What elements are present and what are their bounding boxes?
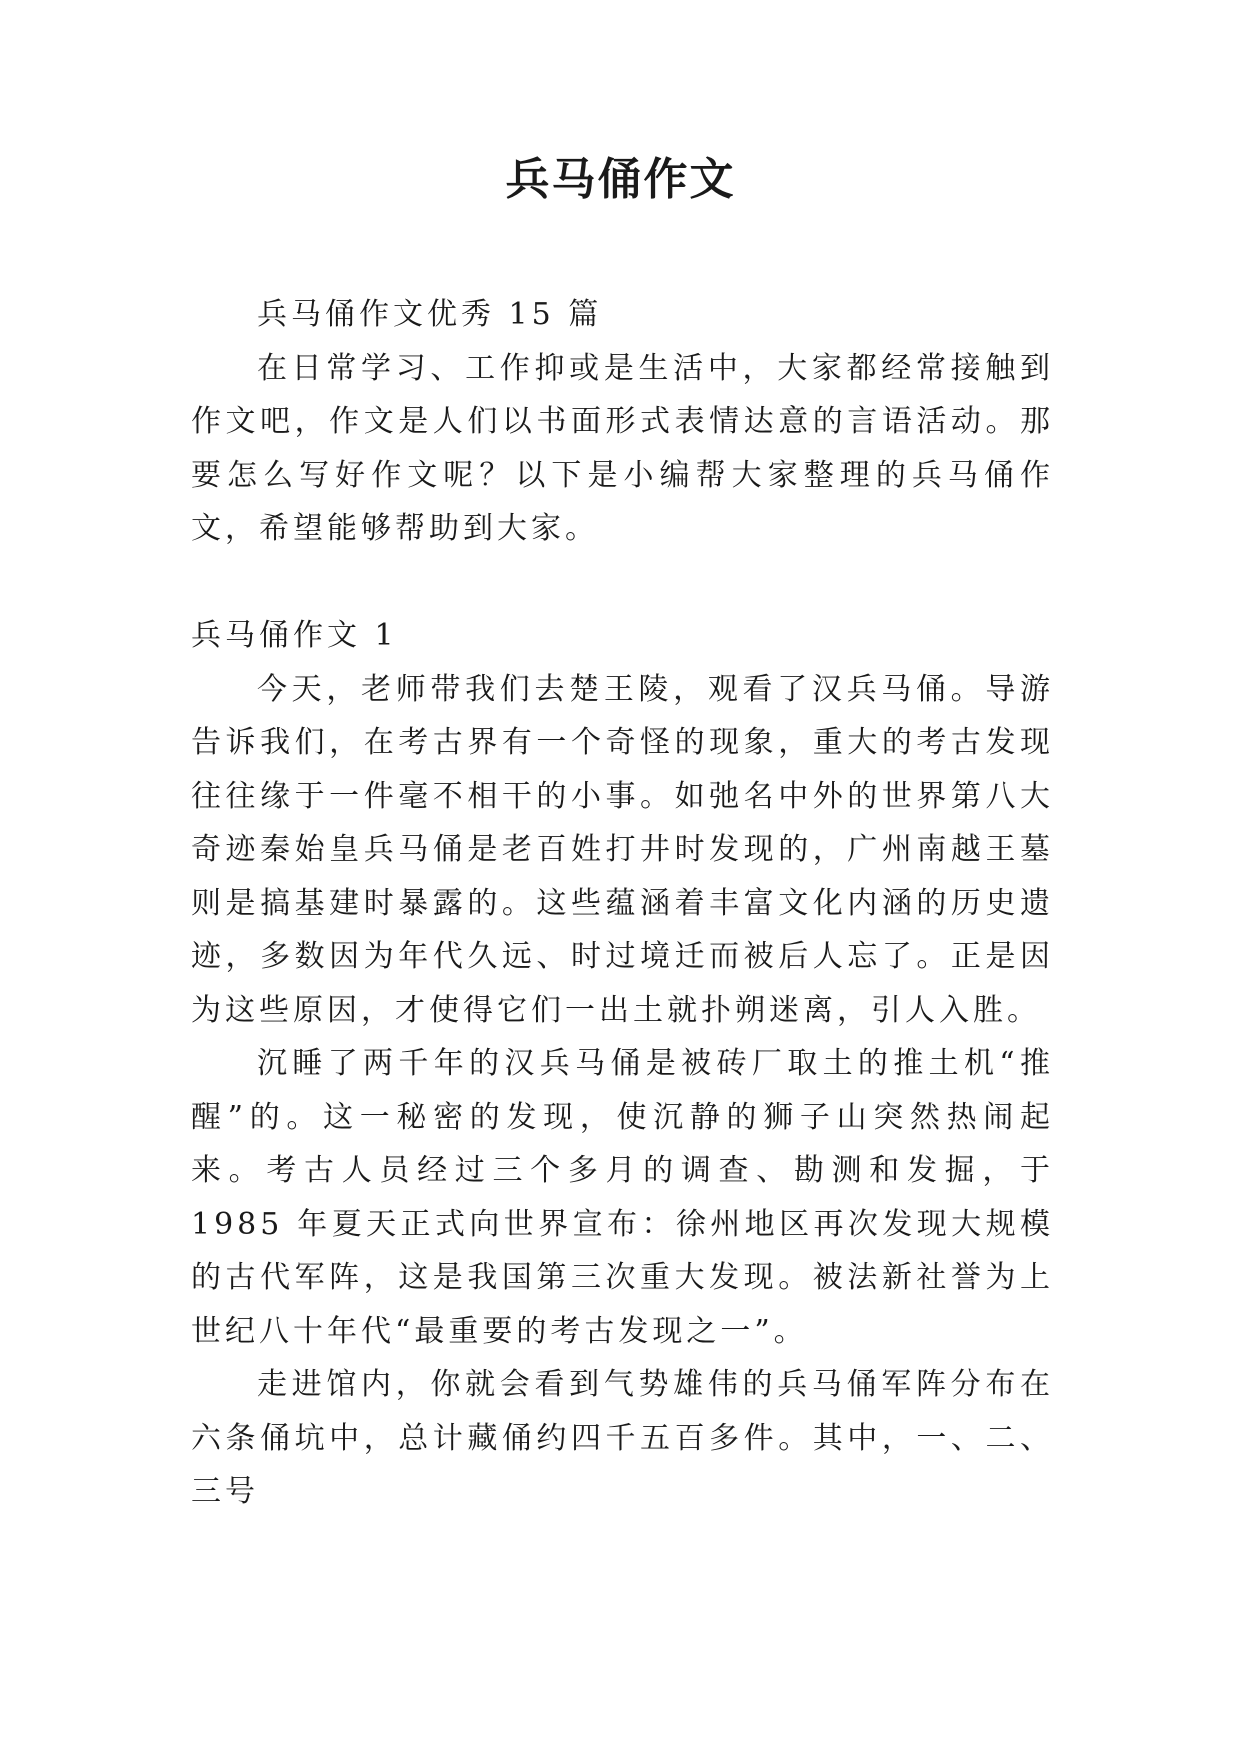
body-paragraph: 今天，老师带我们去楚王陵，观看了汉兵马俑。导游告诉我们，在考古界有一个奇怪的现象，重大的考古发现往往缘于一件毫不相干的小事。如弛名中外的世界第八大奇迹秦始皇兵马俑是老百姓打井时发现的，广州南越王墓则是搞基建时暴露的。这些蕴涵着丰富文化内涵的历史遗迹，多数因为年代久远、时过境迁而被后人忘了。正是因为这些原因，才使得它们一出土就扑朔迷离，引人入胜。	[191, 671, 1054, 1028]
document-subtitle: 兵马俑作文优秀 15 篇	[257, 297, 603, 332]
paragraph-gap	[191, 556, 1054, 610]
intro-paragraph: 在日常学习、工作抑或是生活中，大家都经常接触到作文吧，作文是人们以书面形式表情达意的言语活动。那要怎么写好作文呢？以下是小编帮大家整理的兵马俑作文，希望能够帮助到大家。	[191, 350, 1054, 546]
body-paragraph: 走进馆内，你就会看到气势雄伟的兵马俑军阵分布在六条俑坑中，总计藏俑约四千五百多件。其中，一、二、三号	[191, 1367, 1054, 1509]
page-title: 兵马俑作文	[505, 154, 736, 205]
document-body	[191, 288, 1054, 1519]
body-paragraph: 沉睡了两千年的汉兵马俑是被砖厂取土的推土机“推醒”的。这一秘密的发现，使沉静的狮子山突然热闹起来。考古人员经过三个多月的调查、勘测和发掘，于 1985 年夏天正式向世界宣布：徐州地区再次发现大规模的古代军阵，这是我国第三次重大发现。被法新社誉为上世纪八十年代“最重要的考古发现之一”。	[191, 1046, 1054, 1349]
section-heading: 兵马俑作文 1	[191, 618, 398, 653]
